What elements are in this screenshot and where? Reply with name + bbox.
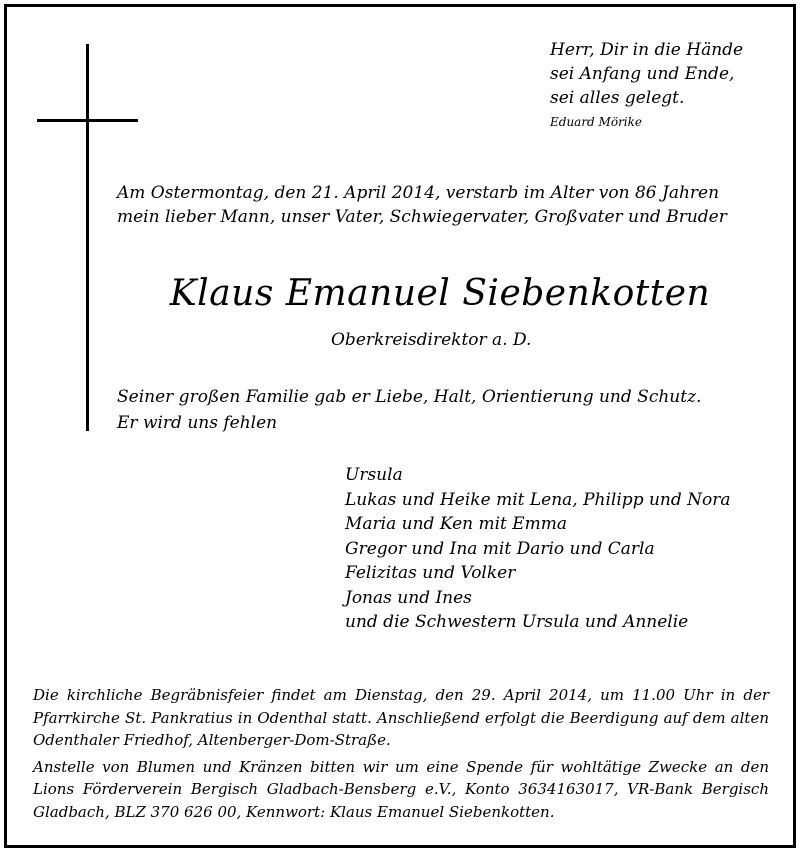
deceased-title: Oberkreisdirektor a. D. xyxy=(331,330,532,350)
mourner-line: Lukas und Heike mit Lena, Philipp und Nora xyxy=(345,489,731,510)
mourner-line: Gregor und Ina mit Dario und Carla xyxy=(345,538,655,559)
tribute-line: Er wird uns fehlen xyxy=(117,413,278,433)
death-announcement xyxy=(117,181,727,229)
funeral-notes xyxy=(33,684,769,823)
quote-author: Eduard Mörike xyxy=(550,115,643,129)
cross-icon-horizontal xyxy=(37,119,138,122)
quote-line: sei Anfang und Ende, xyxy=(550,64,735,84)
epigraph-quote xyxy=(550,38,743,132)
quote-line: sei alles gelegt. xyxy=(550,88,685,108)
cross-icon-vertical xyxy=(86,44,89,431)
mourner-line: Felizitas und Volker xyxy=(345,563,516,583)
mourner-line: Maria und Ken mit Emma xyxy=(345,514,568,534)
mourner-line: Jonas und Ines xyxy=(345,587,472,608)
announcement-line: Am Ostermontag, den 21. April 2014, verstarb im Alter von 86 Jahren xyxy=(117,183,720,203)
announcement-line: mein lieber Mann, unser Vater, Schwiegervater, Großvater und Bruder xyxy=(117,207,727,227)
mourner-line: Ursula xyxy=(345,465,403,485)
mourner-line: und die Schwestern Ursula und Annelie xyxy=(345,612,689,632)
deceased-name: Klaus Emanuel Siebenkotten xyxy=(169,273,711,314)
tribute-text xyxy=(117,384,701,436)
mourners-list xyxy=(345,463,731,635)
donation-request: Anstelle von Blumen und Kränzen bitten wir um eine Spende für wohltätige Zwecke an den Lions Förderverein Bergisch Gladbach-Bensberg e.V., Konto 3634163017, VR-Bank Bergisch Gladbach, BLZ 370 626 00, Kennwort: Klaus Emanuel Siebenkotten. xyxy=(33,757,769,821)
tribute-line: Seiner großen Familie gab er Liebe, Halt, Orientierung und Schutz. xyxy=(117,387,702,407)
quote-line: Herr, Dir in die Hände xyxy=(550,40,744,60)
funeral-details: Die kirchliche Begräbnisfeier findet am Dienstag, den 29. April 2014, um 11.00 Uhr in der Pfarrkirche St. Pankratius in Odenthal statt. Anschließend erfolgt die Beerdigung auf dem alten Odenthaler Friedhof, Altenberger-Dom-Straße. xyxy=(33,686,769,749)
